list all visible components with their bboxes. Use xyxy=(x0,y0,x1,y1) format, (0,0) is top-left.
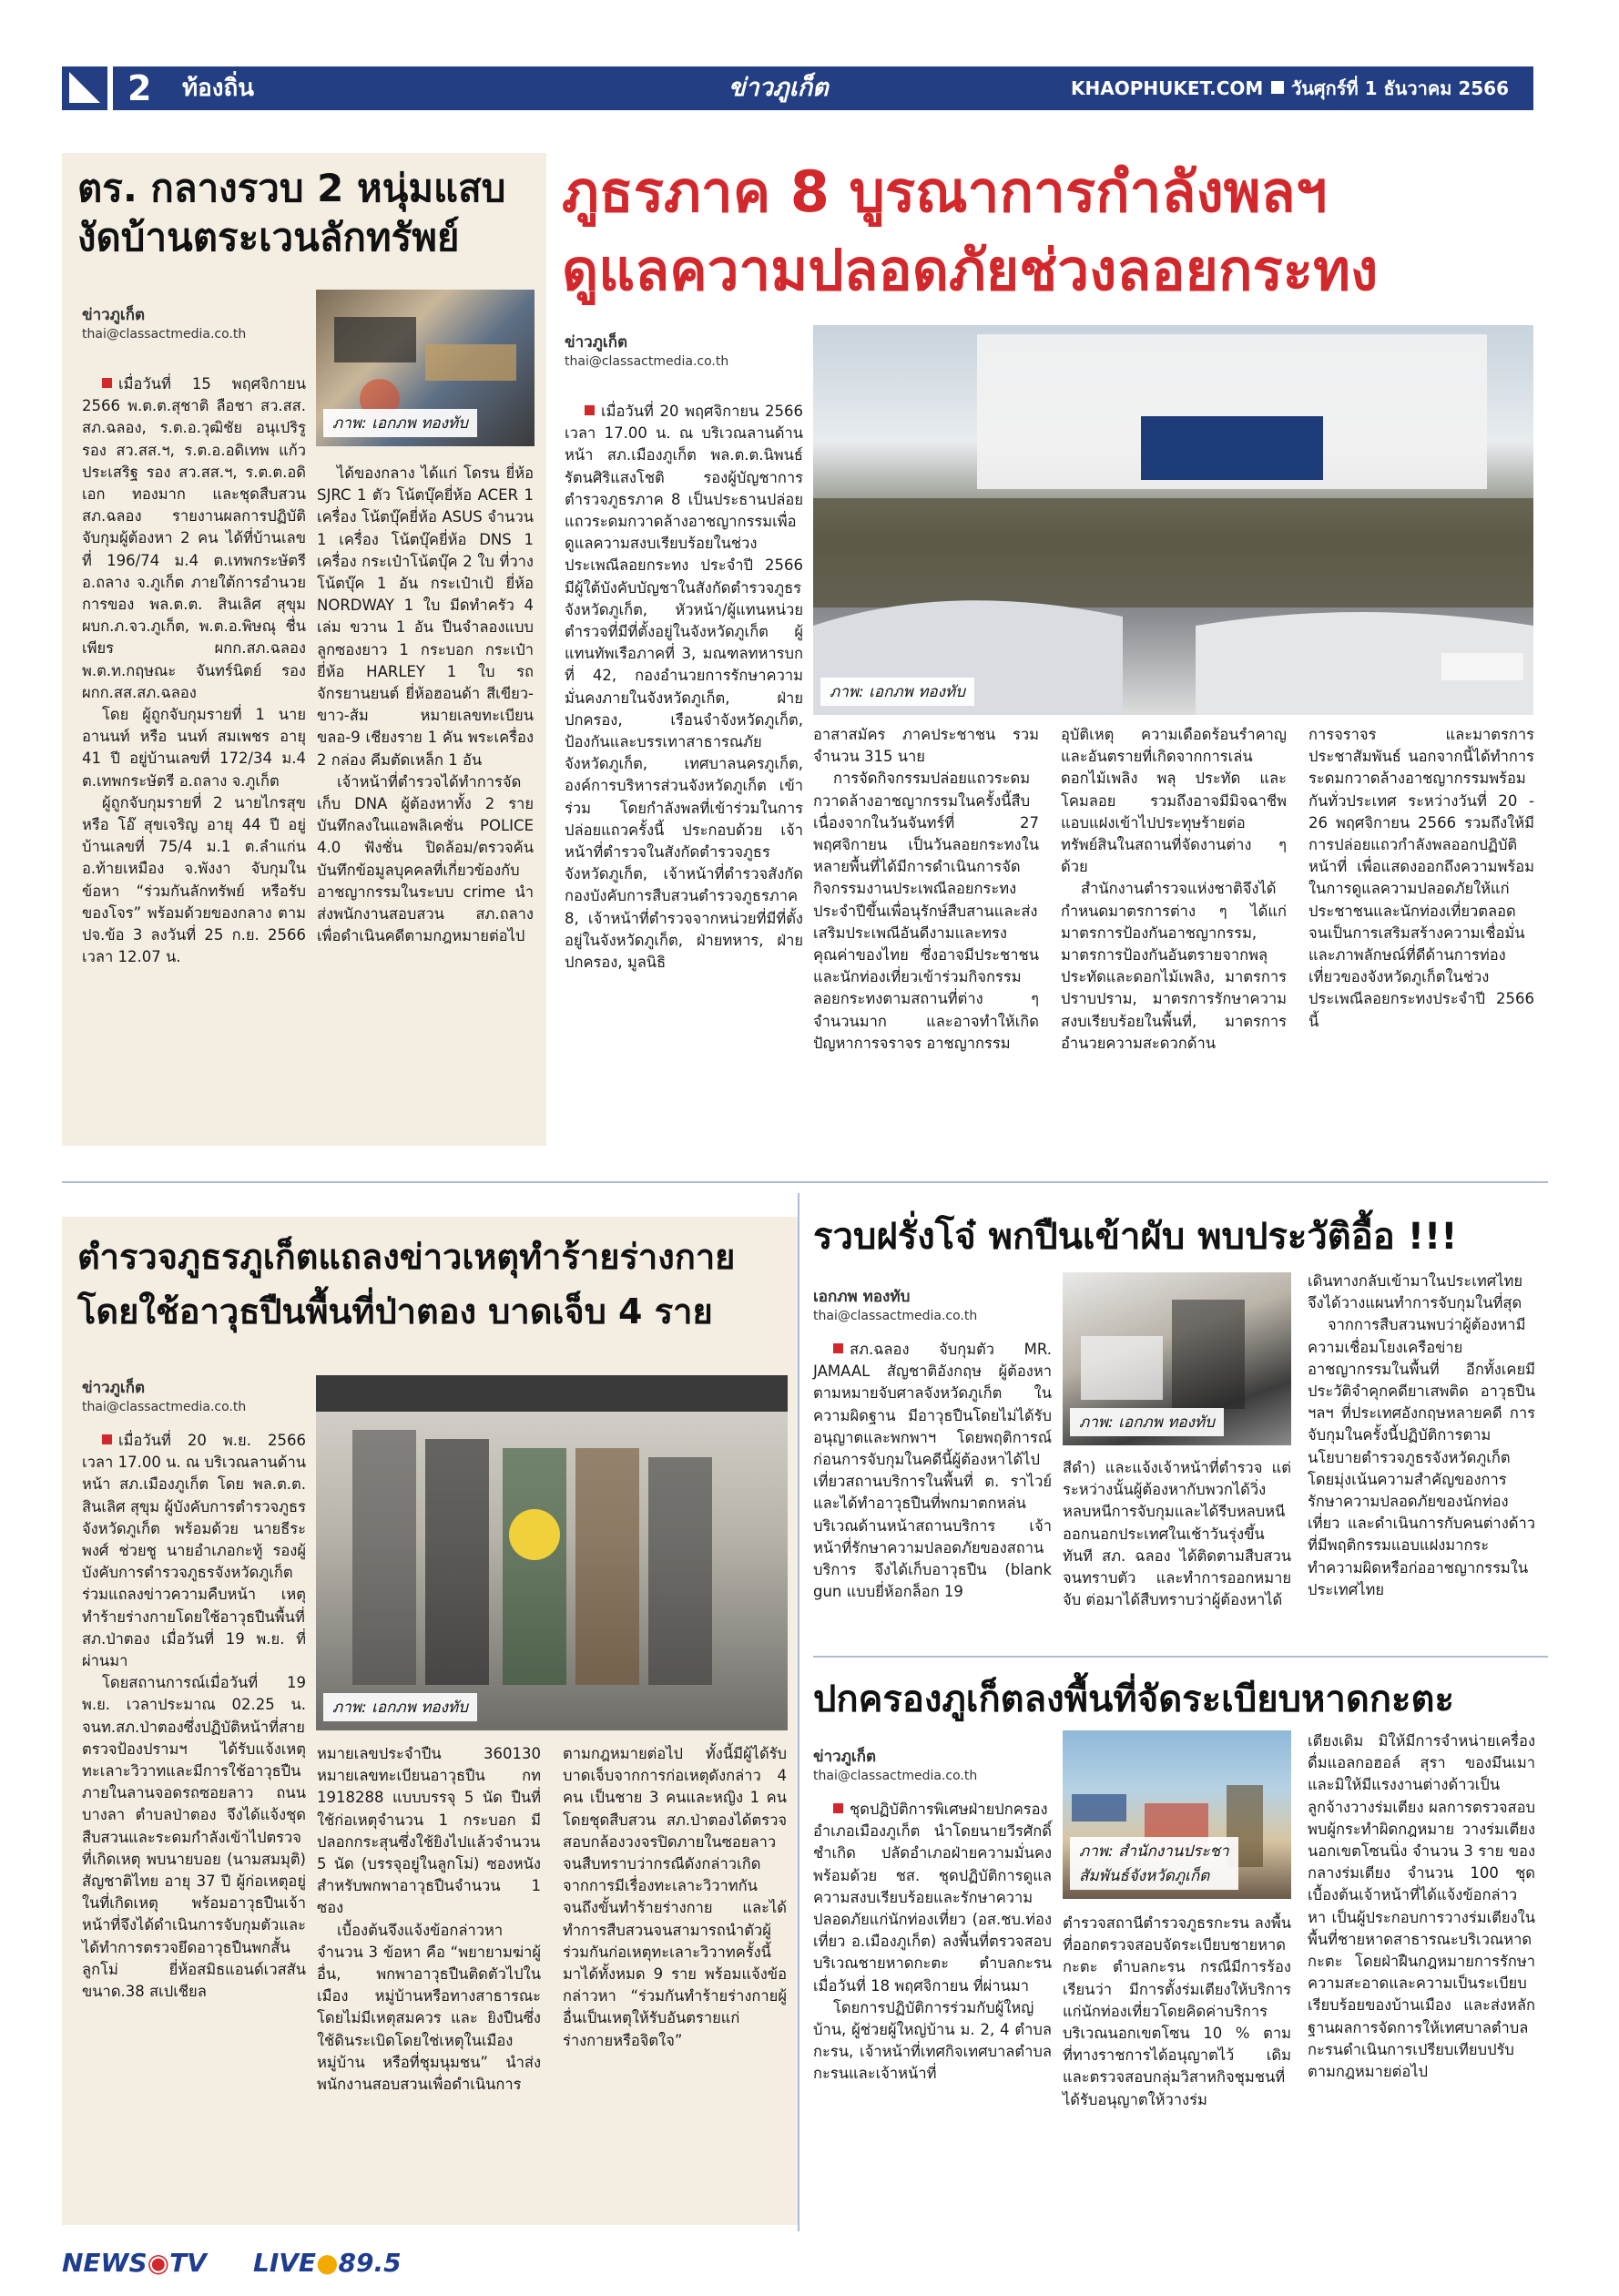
story1-email[interactable]: thai@classactmedia.co.th xyxy=(82,327,247,342)
story1-col1: เมื่อวันที่ 15 พฤศจิกายน 2566 พ.ต.ต.สุชาติ ลือชา สว.สส. สภ.ฉลอง, ร.ต.อ.วุฒิชัย อนุเปริรูรอง สว.สส.ฯ, ร.ต.อ.อดิเทพ แก้วประเสริฐ รอง สว.สส.ฯ, ร.ต.ต.อดิเอก ทองมาก และชุดสืบสวน สภ.ฉลอง รายงานผลการปฏิบัติ จับกุมผู้ต้องหา 2 คน ได้ที่บ้านเลขที่ 196/74 ม.4 ต.เทพกระษัตรี อ.ถลาง จ.ภูเก็ต ภายใต้การอำนวยการของ พล.ต.ต. สินเลิศ สุขุม ผบก.ภ.จว.ภูเก็ต, พ.ต.อ.พิษณุ ชื่นเพียร ผกก.สภ.ฉลอง พ.ต.ท.กฤษณะ จันทร์นิตย์ รอง ผกก.สส.สภ.ฉลอง โดย ผู้ถูกจับกุมรายที่ 1 นายอานนท์ หรือ นนท์ สมเพชร อายุ 41 ปี อยู่บ้านเลขที่ 172/34 ม.4 ต.เทพกระษัตรี อ.ถลาง จ.ภูเก็ต ผู้ถูกจับกุมรายที่ 2 นายไกรสุข หรือ โอ๊ สุขเจริญ อายุ 44 ปี อยู่บ้านเลขที่ 75/4 ม.1 ต.ลำแก่น อ.ท้ายเหมือง จ.พังงา จับกุมในข้อหา “ร่วมกันลักทรัพย์ หรือรับของโจร” พร้อมด้วยของกลาง ตาม ปจ.ข้อ 3 ลงวันที่ 25 ก.ย. 2566 เวลา 12.07 น. xyxy=(82,375,306,966)
story1-photo xyxy=(316,290,535,446)
story2-photo xyxy=(813,325,1533,715)
story2-col2: อาสาสมัคร ภาคประชาชน รวมจำนวน 315 นาย การจัดกิจกรรมปล่อยแถวระดมกวาดล้างอาชญากรรมในครั้งนี้สืบเนื่องจากในวันจันทร์ที่ 27 พฤศจิกายน เป็นวันลอยกระทงในหลายพื้นที่ได้มีการดำเนินการจัดกิจกรรมงานประเพณีลอยกระทงประจำปีขึ้นเพื่อนุรักษ์สืบสานและส่งเสริมประเพณีอันดีงามและทรงคุณค่าของไทย ซึ่งอาจมีประชาชนและนักท่องเที่ยวเข้าร่วมกิจกรรมลอยกระทงตามสถานที่ต่าง ๆ จำนวนมาก และอาจทำให้เกิดปัญหาการจราจร อาชญากรรม xyxy=(813,726,1039,1052)
bullet-square-icon xyxy=(833,1803,843,1813)
story2-headline xyxy=(562,153,1545,310)
story2-headline-line1: ภูธรภาค 8 บูรณาการกำลังพลฯ xyxy=(562,158,1328,225)
story3-photo-caption: ภาพ: เอกภพ ทองทับ xyxy=(323,1693,477,1721)
section-name: ท้องถิ่น xyxy=(182,75,254,102)
page-header xyxy=(0,0,1619,114)
bullet-square-icon xyxy=(102,1434,112,1444)
story2-col4: การจราจร และมาตรการประชาสัมพันธ์ นอกจากนี้ได้ทำการระดมกวาดล้างอาชญากรรมพร้อมกันทั่วประเทศ ระหว่างวันที่ 20 - 26 พฤศจิกายน 2566 รวมถึงให้มีการปล่อยแถวกำลังพลออกปฏิบัติหน้าที่ เพื่อแสดงออกถึงความพร้อมในการดูแลความปลอดภัยให้แก่ประชาชนและนักท่องเที่ยวตลอดจนเป็นการเสริมสร้างความเชื่อมั่นและภาพลักษณ์ที่ดีด้านการท่องเที่ยวของจังหวัดภูเก็ตในช่วงประเพณีลอยกระทงประจำปี 2566 นี้ xyxy=(1308,726,1534,1030)
story2-byline-block xyxy=(565,330,801,369)
story3-col3: ตามกฎหมายต่อไป ทั้งนี้มีผู้ได้รับบาดเจ็บจากการก่อเหตุดังกล่าว 4 คน เป็นชาย 3 คนและหญิง 1 คน โดยชุดสืบสวน สภ.ป่าตองได้ตรวจสอบกล้องวงจรปิดภายในซอยลาว จนสืบทราบว่ากรณีดังกล่าวเกิดจากการมีเรื่องทะเลาะวิวาทกันจนถึงขั้นทำร้ายร่างกาย และได้ทำการสืบสวนจนสามารถนำตัวผู้ร่วมกันก่อเหตุทะเลาะวิวาทครั้งนี้มาได้ทั้งหมด 9 ราย พร้อมแจ้งข้อกล่าวหา “ร่วมกันทำร้ายร่างกายผู้อื่นเป็นเหตุให้รับอันตรายแก่ ร่างกายหรือจิตใจ” xyxy=(563,1745,787,2049)
story5-byline-block xyxy=(813,1744,1050,1783)
issue-date: วันศุกร์ที่ 1 ธันวาคม 2566 xyxy=(1291,77,1510,99)
story3-photo xyxy=(316,1375,788,1730)
story1-byline-block xyxy=(82,302,310,342)
suspects-lineup-icon xyxy=(316,1375,788,1730)
bullet-square-icon xyxy=(833,1343,843,1353)
story1-headline xyxy=(77,164,542,262)
paper-name: ข่าวภูเก็ต xyxy=(728,74,829,102)
story2-headline-line2: ดูแลความปลอดภัยช่วงลอยกระทง xyxy=(562,237,1379,303)
police-parade-scene-icon xyxy=(813,325,1533,715)
story3-byline: ข่าวภูเก็ต xyxy=(82,1379,146,1397)
bullet-square-icon xyxy=(102,378,112,388)
separator-square xyxy=(1271,81,1284,94)
story1-byline: ข่าวภูเก็ต xyxy=(82,306,146,324)
story4-headline: รวบฝรั่งโจ๋ พกปืนเข้าผับ พบประวัติอื้อ !!! xyxy=(813,1216,1458,1258)
bullet-square-icon xyxy=(585,405,595,415)
brand-corner-logo xyxy=(62,66,107,110)
story2-photo-caption: ภาพ: เอกภพ ทองทับ xyxy=(820,678,974,706)
story1-headline-line2: งัดบ้านตระเวนลักทรัพย์ xyxy=(77,215,460,260)
story4-byline: เอกภพ ทองทับ xyxy=(813,1288,911,1306)
story3-col1: เมื่อวันที่ 20 พ.ย. 2566 เวลา 17.00 น. ณ บริเวณลานด้านหน้า สภ.เมืองภูเก็ต โดย พล.ต.ต. สินเลิศ สุขุม ผู้บังคับการตำรวจภูธรจังหวัดภูเก็ต พร้อมด้วย นายธีระพงศ์ ช่วยชู นายอำเภอกะทู้ รองผู้บังคับการตำรวจภูธรจังหวัดภูเก็ต ร่วมแถลงข่าวความคืบหน้า เหตุทำร้ายร่างกายโดยใช้อาวุธปืนพื้นที่ สภ.ป่าตอง เมื่อวันที่ 19 พ.ย. ที่ผ่านมา โดยสถานการณ์เมื่อวันที่ 19 พ.ย. เวลาประมาณ 02.25 น. จนท.สภ.ป่าตองซึ่งปฏิบัติหน้าที่สายตรวจป้องปรามฯ ได้รับแจ้งเหตุทะเลาะวิวาทและมีการใช้อาวุธปืนภายในลานจอดรถซอยลาว ถนนบางลา ตำบลป่าตอง จึงได้แจ้งชุดสืบสวนและระดมกำลังเข้าไปตรวจที่เกิดเหตุ พบนายบอย (นามสมมุติ) สัญชาติไทย อายุ 37 ปี ผู้ก่อเหตุอยู่ในที่เกิดเหตุ พร้อมอาวุธปืนเจ้าหน้าที่จึงได้ดำเนินการจับกุมตัวและได้ทำการตรวจยึดอาวุธปืนพกสั้นลูกโม่ ยี่ห้อสมิธแอนด์เวสสัน ขนาด.38 สเปเชียล xyxy=(82,1432,306,2001)
story3-byline-block xyxy=(82,1375,310,1414)
story5-col2: ตำรวจสถานีตำรวจภูธรกะรน ลงพื้นที่ออกตรวจสอบจัดระเบียบชายหาดกะตะ ตำบลกะรน กรณีมีการร้องเรียนว่า มีการตั้งร่มเตียงให้บริการแก่นักท่องเที่ยวโดยคิดค่าบริการบริเวณนอกเขตโซน 10 % ตามที่ทางราชการได้อนุญาตไว้ เดิม และตรวจสอบกลุ่มวิสาหกิจชุมชนที่ได้รับอนุญาตให้วางร่ม xyxy=(1063,1914,1291,2108)
story4-col1: สภ.ฉลอง จับกุมตัว MR. JAMAAL สัญชาติอังกฤษ ผู้ต้องหาตามหมายจับศาลจังหวัดภูเก็ต ในความผิดฐาน มีอาวุธปืนโดยไม่ได้รับอนุญาตและพกพาฯ โดยพฤติการณ์ก่อนการจับกุมในคดีนี้ผู้ต้องหาได้ไปเที่ยวสถานบริการในพื้นที่ ต. ราไวย์ และได้ทำอาวุธปืนที่พกมาตกหล่นบริเวณด้านหน้าสถานบริการ เจ้าหน้าที่รักษาความปลอดภัยของสถานบริการ จึงได้เก็บอาวุธปืน (blank gun แบบยี่ห้อกล็อก 19 xyxy=(813,1341,1052,1601)
story5-byline: ข่าวภูเก็ต xyxy=(813,1748,877,1766)
story5-col1: ชุดปฏิบัติการพิเศษฝ่ายปกครองอำเภอเมืองภูเก็ต นำโดยนายวีรศักดิ์ ชำเกิด ปลัดอำเภอฝ่ายความมั่นคง พร้อมด้วย ชส. ชุดปฏิบัติการดูแลความสงบเรียบร้อยและรักษาความปลอดภัยแก่นักท่องเที่ยว (อส.ชบ.ท่องเที่ยว อ.เมืองภูเก็ต) ลงพื้นที่ตรวจสอบบริเวณชายหาดกะตะ ตำบลกะรน เมื่อวันที่ 18 พฤศจิกายน ที่ผ่านมา โดยการปฏิบัติการร่วมกับผู้ใหญ่บ้าน, ผู้ช่วยผู้ใหญ่บ้าน ม. 2, 4 ตำบลกะรน, เจ้าหน้าที่เทศกิจเทศบาลตำบลกะรนและเจ้าหน้าที่ xyxy=(813,1801,1052,2083)
story5-email[interactable]: thai@classactmedia.co.th xyxy=(813,1769,978,1783)
newstv-logo[interactable]: NEWS◉TV xyxy=(62,2248,207,2278)
story5-photo-caption: ภาพ: สำนักงานประชา สัมพันธ์จังหวัดภูเก็ต xyxy=(1070,1837,1238,1890)
story4-photo-caption: ภาพ: เอกภพ ทองทับ xyxy=(1070,1408,1224,1436)
story4-byline-block xyxy=(813,1284,1050,1323)
site-name[interactable]: KHAOPHUKET.COM xyxy=(1071,77,1264,99)
story1-col2: ได้ของกลาง ได้แก่ โดรน ยี่ห้อ SJRC 1 ตัว โน้ตบุ๊คยี่ห้อ ACER 1 เครื่อง โน้ตบุ๊คยี่ห้อ ASUS จำนวน 1 เครื่อง โน้ตบุ๊คยี่ห้อ DNS 1 เครื่อง กระเป๋าโน้ตบุ๊ค 2 ใบ ที่วางโน้ตบุ๊ค 1 อัน กระเป๋าเป้ ยี่ห้อ NORDWAY 1 ใบ มีดทำครัว 4 เล่ม ขวาน 1 อัน ปืนจำลองแบบลูกซองยาว 1 กระบอก กระเป๋ายี่ห้อ HARLEY 1 ใบ รถจักรยานยนต์ ยี่ห้อฮอนด้า สีเขียว-ขาว-ส้ม หมายเลขทะเบียน ขลอ-9 เชียงราย 1 คัน พระเครื่อง 2 กล่อง คีมตัดเหล็ก 1 อัน เจ้าหน้าที่ตำรวจได้ทำการจัดเก็บ DNA ผู้ต้องหาทั้ง 2 ราย บันทึกลงในแอพลิเคชั่น POLICE 4.0 ฟังชั่น ปิดล้อม/ตรวจค้น บันทึกข้อมูลบุคคลที่เกี่ยวข้องกับอาชญากรรมในระบบ crime นำส่งพนักงานสอบสวน สภ.ถลาง เพื่อดำเนินคดีตามกฎหมายต่อไป xyxy=(317,464,534,945)
section-divider-right xyxy=(813,1656,1548,1658)
story4-photo xyxy=(1063,1272,1291,1445)
live-radio-logo[interactable]: LIVE●89.5 xyxy=(253,2248,402,2278)
story1-headline-line1: ตร. กลางรวบ 2 หนุ่มแสบ xyxy=(77,166,506,210)
story3-headline-line2: โดยใช้อาวุธปืนพื้นที่ป่าตอง บาดเจ็บ 4 ราย xyxy=(77,1291,713,1332)
footer-logos xyxy=(62,2242,426,2288)
story5-photo xyxy=(1063,1730,1291,1899)
story2-col3: อุบัติเหตุ ความเดือดร้อนรำคาญ และอันตรายที่เกิดจากการเล่นดอกไม้เพลิง พลุ ประทัด และโคมลอย รวมถึงอาจมีมิจฉาชีพแอบแฝงเข้าไปประทุษร้ายต่อทรัพย์สินในสถานที่จัดงานต่าง ๆ ด้วย สำนักงานตำรวจแห่งชาติจึงได้กำหนดมาตรการต่าง ๆ ได้แก่ มาตรการป้องกันอาชญากรรม, มาตรการป้องกันอันตรายจากพลุ ประทัดและดอกไม้เพลิง, มาตรการปราบปราม, มาตรการรักษาความสงบเรียบร้อยในพื้นที่, มาตรการอำนวยความสะดวกด้าน xyxy=(1061,726,1287,1052)
story1-photo-caption: ภาพ: เอกภพ ทองทับ xyxy=(323,409,477,437)
story5-col3: เตียงเดิม มิให้มีการจำหน่ายเครื่องดื่มแอลกอฮอล์ สุรา ของมึนเมา และมิให้มีแรงงานต่างด้าวเป็นลูกจ้างวางร่มเตียง ผลการตรวจสอบพบผู้กระทำผิดกฎหมาย วางร่มเตียงนอกเขตโซนนิ่ง จำนวน 3 ราย ของกลางร่มเตียง จำนวน 100 ชุด เบื้องต้นเจ้าหน้าที่ได้แจ้งข้อกล่าวหา เป็นผู้ประกอบการวางร่มเตียงในพื้นที่ชายหาดสาธารณะบริเวณหาดกะตะ โดยฝ่าฝืนกฎหมายการรักษาความสะอาดและความเป็นระเบียบเรียบร้อยของบ้านเมือง และส่งหลักฐานผลการจัดการให้เทศบาลตำบลกะรนดำเนินการเปรียบเทียบปรับตามกฎหมายต่อไป xyxy=(1308,1732,1535,2081)
column-divider xyxy=(798,1193,799,2231)
story4-email[interactable]: thai@classactmedia.co.th xyxy=(813,1309,978,1323)
story2-col1: เมื่อวันที่ 20 พฤศจิกายน 2566 เวลา 17.00 น. ณ บริเวณลานด้านหน้า สภ.เมืองภูเก็ต พล.ต.ต.นิพนธ์ รัตนศิริแสงโชติ รองผู้บัญชาการตำรวจภูธรภาค 8 เป็นประธานปล่อยแถวระดมกวาดล้างอาชญากรรมเพื่อดูแลความสงบเรียบร้อยในช่วงประเพณีลอยกระทง ประจำปี 2566 มีผู้ใต้บังคับบัญชาในสังกัดตำรวจภูธรจังหวัดภูเก็ต, หัวหน้า/ผู้แทนหน่วยตำรวจที่มีที่ตั้งอยู่ในจังหวัดภูเก็ต ผู้แทนทัพเรือภาคที่ 3, มณฑลทหารบกที่ 42, กองอำนวยการรักษาความมั่นคงภายในจังหวัดภูเก็ต, ฝ่ายปกครอง, เรือนจำจังหวัดภูเก็ต, ป้องกันและบรรเทาสาธารณภัยจังหวัดภูเก็ต, เทศบาลนครภูเก็ต, องค์การบริหารส่วนจังหวัดภูเก็ต เข้าร่วม โดยกำลังพลที่เข้าร่วมในการปล่อยแถวครั้งนี้ ประกอบด้วย เจ้าหน้าที่ตำรวจในสังกัดตำรวจภูธรจังหวัดภูเก็ต, เจ้าหน้าที่ตำรวจสังกัดกองบังคับการสืบสวนตำรวจภูธรภาค 8, เจ้าหน้าที่ตำรวจจากหน่วยที่มีที่ตั้งอยู่ในจังหวัดภูเก็ต, ฝ่ายทหาร, ฝ่ายปกครอง, มูลนิธิ xyxy=(565,403,803,972)
story3-email[interactable]: thai@classactmedia.co.th xyxy=(82,1400,247,1414)
story4-col2: สีดำ) และแจ้งเจ้าหน้าที่ตำรวจ แต่ระหว่างนั้นผู้ต้องหากับพวกได้วิ่งหลบหนีการจับกุมและได้รีบหลบหนีออกนอกประเทศในเช้าวันรุ่งขึ้นทันที สภ. ฉลอง ได้ติดตามสืบสวนจนทราบตัว และทำการออกหมายจับ ต่อมาได้สืบทราบว่าผู้ต้องหาได้ xyxy=(1063,1459,1291,1609)
story3-headline xyxy=(77,1230,797,1339)
story4-col3: เดินทางกลับเข้ามาในประเทศไทย จึงได้วางแผนทำการจับกุมในที่สุด จากการสืบสวนพบว่าผู้ต้องหามีความเชื่อมโยงเครือข่ายอาชญากรรมในพื้นที่ อีกทั้งเคยมีประวัติจำคุกคดียาเสพติด อาวุธปืน ฯลฯ ที่ประเทศอังกฤษหลายคดี การจับกุมในครั้งนี้ปฏิบัติการตามนโยบายตำรวจภูธรจังหวัดภูเก็ต โดยมุ่งเน้นความสำคัญของการรักษาความปลอดภัยของนักท่องเที่ยว และดำเนินการกับคนต่างด้าวที่มีพฤติกรรมแอบแฝงมากระทำความผิดหรือก่ออาชญากรรมในประเทศไทย xyxy=(1308,1272,1535,1598)
story2-email[interactable]: thai@classactmedia.co.th xyxy=(565,354,729,369)
story5-headline: ปกครองภูเก็ตลงพื้นที่จัดระเบียบหาดกะตะ xyxy=(813,1679,1455,1720)
story3-headline-line1: ตำรวจภูธรภูเก็ตแถลงข่าวเหตุทำร้ายร่างกาย xyxy=(77,1237,736,1277)
section-divider xyxy=(62,1181,1548,1183)
story2-byline: ข่าวภูเก็ต xyxy=(565,333,628,352)
page-number: 2 xyxy=(127,68,152,108)
story3-col2: หมายเลขประจำปืน 360130 หมายเลขทะเบียนอาวุธปืน กท 1918288 แบบบรรจุ 5 นัด ปืนที่ใช้ก่อเหตุจำนวน 1 กระบอก มีปลอกกระสุนซึ่งใช้ยิงไปแล้วจำนวน 5 นัด (บรรจุอยู่ในลูกโม่) ซองหนังสำหรับพกพาอาวุธปืนจำนวน 1 ซอง เบื้องต้นจึงแจ้งข้อกล่าวหาจำนวน 3 ข้อหา คือ “พยายามฆ่าผู้อื่น, พกพาอาวุธปืนติดตัวไปในเมือง หมู่บ้านหรือทางสาธารณะโดยไม่มีเหตุสมควร และ ยิงปืนซึ่งใช้ดินระเบิดโดยใช่เหตุในเมือง หมู่บ้าน หรือที่ชุมนุมชน” นำส่งพนักงานสอบสวนเพื่อดำเนินการ xyxy=(317,1745,541,2094)
